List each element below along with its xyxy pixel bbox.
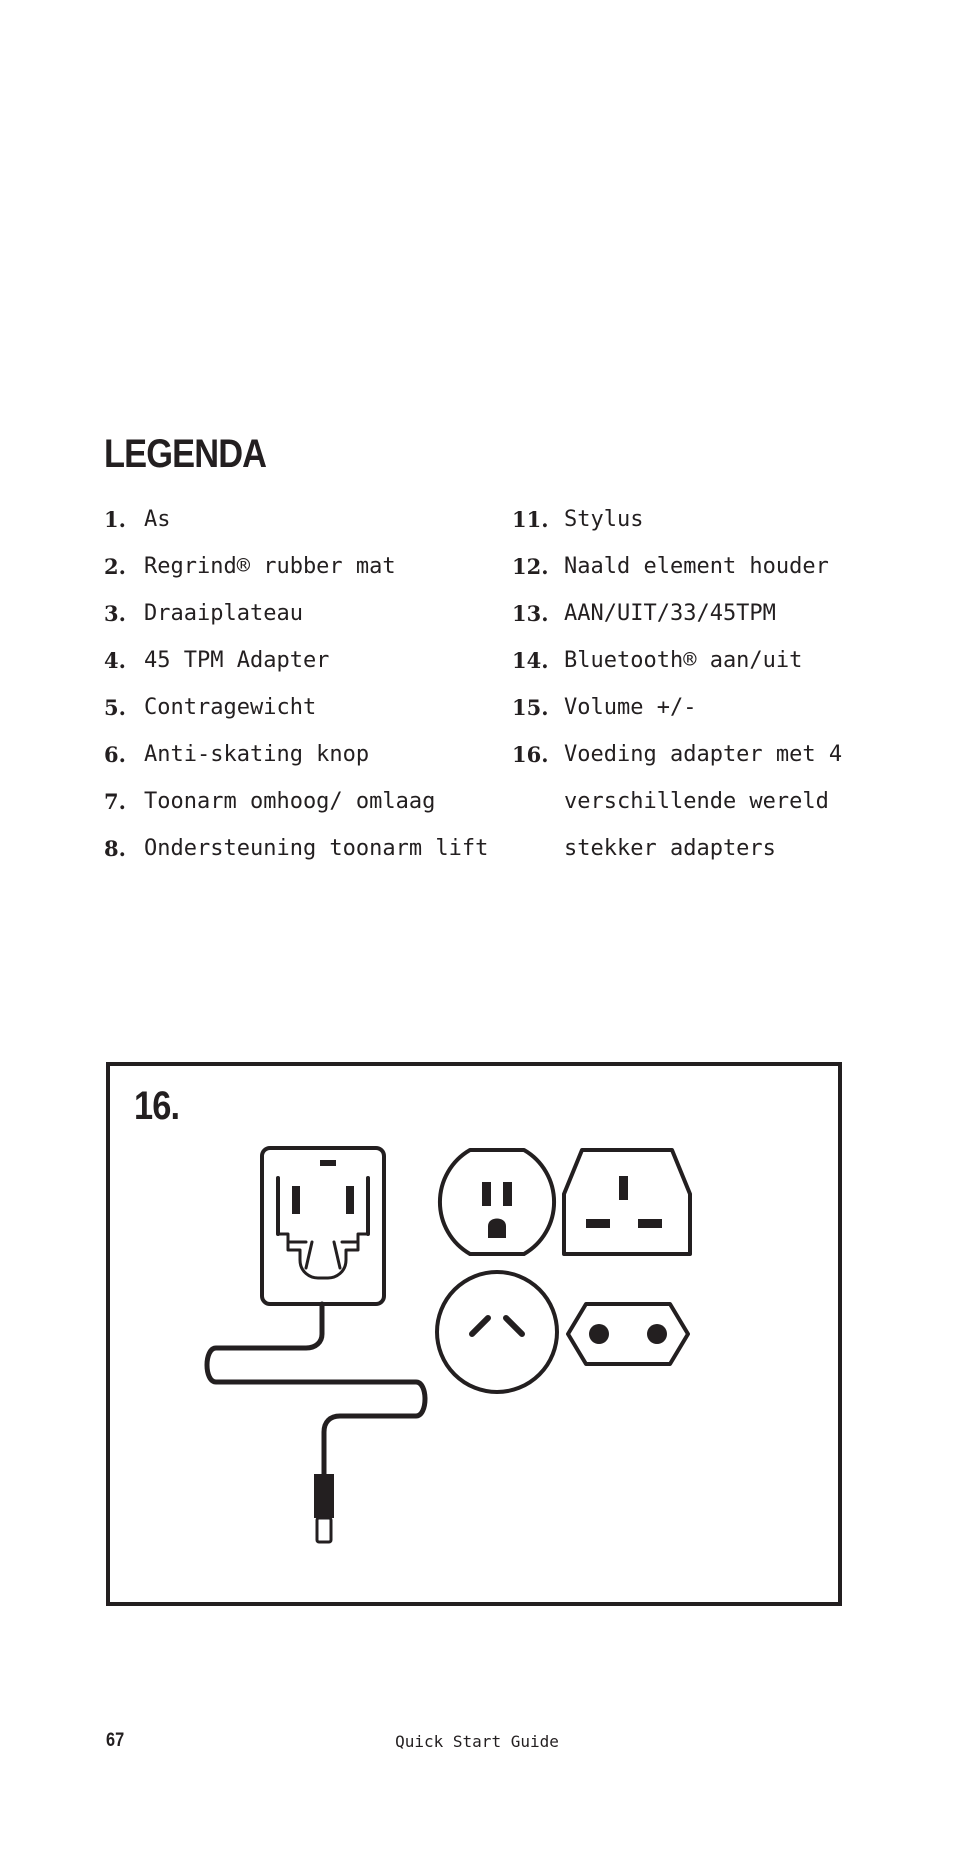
figure-label: 16. xyxy=(134,1084,180,1128)
legend-text: Anti-skating knop xyxy=(144,742,370,767)
legend-number: 13. xyxy=(512,601,549,626)
legend-number: 8. xyxy=(104,836,126,861)
legend-item xyxy=(104,684,504,731)
legend-item xyxy=(512,684,912,731)
legend-item xyxy=(512,590,912,637)
legend-left-column xyxy=(104,496,504,872)
power-adapter-icon xyxy=(207,1148,425,1542)
legend-number: 16. xyxy=(512,742,549,767)
legend-number: 5. xyxy=(104,695,126,720)
legend-number: 6. xyxy=(104,742,126,767)
legend-text: Bluetooth® aan/uit xyxy=(564,648,803,673)
legend-number: 12. xyxy=(512,554,549,579)
uk-plug-icon xyxy=(564,1150,690,1254)
legend-number: 3. xyxy=(104,601,126,626)
eu-plug-icon xyxy=(568,1304,688,1364)
legend-text: Stylus xyxy=(564,507,644,532)
legend-item xyxy=(104,637,504,684)
legend-text: Volume +/- xyxy=(564,695,697,720)
legend-text: Draaiplateau xyxy=(144,601,303,626)
legend-item xyxy=(104,731,504,778)
legend-text: As xyxy=(144,507,171,532)
legend-text: Ondersteuning toonarm lift xyxy=(144,836,489,861)
legend-item xyxy=(104,825,504,872)
page-title: LEGENDA xyxy=(104,432,267,476)
legend-right-column xyxy=(512,496,912,872)
footer-title: Quick Start Guide xyxy=(395,1732,559,1751)
legend-number: 4. xyxy=(104,648,126,673)
legend-number: 7. xyxy=(104,789,126,814)
legend-text: verschillende wereld xyxy=(564,789,829,814)
legend-item xyxy=(512,637,912,684)
legend-item xyxy=(104,778,504,825)
legend-text: Regrind® rubber mat xyxy=(144,554,396,579)
legend-text: Contragewicht xyxy=(144,695,317,720)
legend-number: 15. xyxy=(512,695,549,720)
legend-number: 14. xyxy=(512,648,549,673)
legend-text: AAN/UIT/33/45TPM xyxy=(564,601,776,626)
legend-item xyxy=(512,543,912,590)
legend-text: Toonarm omhoog/ omlaag xyxy=(144,789,436,814)
legend-text: Voeding adapter met 4 xyxy=(564,742,843,767)
legend-text: stekker adapters xyxy=(564,836,776,861)
legend-number: 1. xyxy=(104,507,126,532)
legend-item xyxy=(512,496,912,543)
legend-item xyxy=(104,496,504,543)
us-plug-icon xyxy=(440,1150,554,1254)
legend-item xyxy=(104,590,504,637)
au-plug-icon xyxy=(437,1272,557,1392)
legend-text: Naald element houder xyxy=(564,554,829,579)
legend-item xyxy=(104,543,504,590)
legend-number: 11. xyxy=(512,507,549,532)
legend-number: 2. xyxy=(104,554,126,579)
legend-item xyxy=(512,731,912,872)
legend-text: 45 TPM Adapter xyxy=(144,648,330,673)
page-number: 67 xyxy=(106,1730,125,1751)
figure-16-frame xyxy=(106,1062,842,1606)
